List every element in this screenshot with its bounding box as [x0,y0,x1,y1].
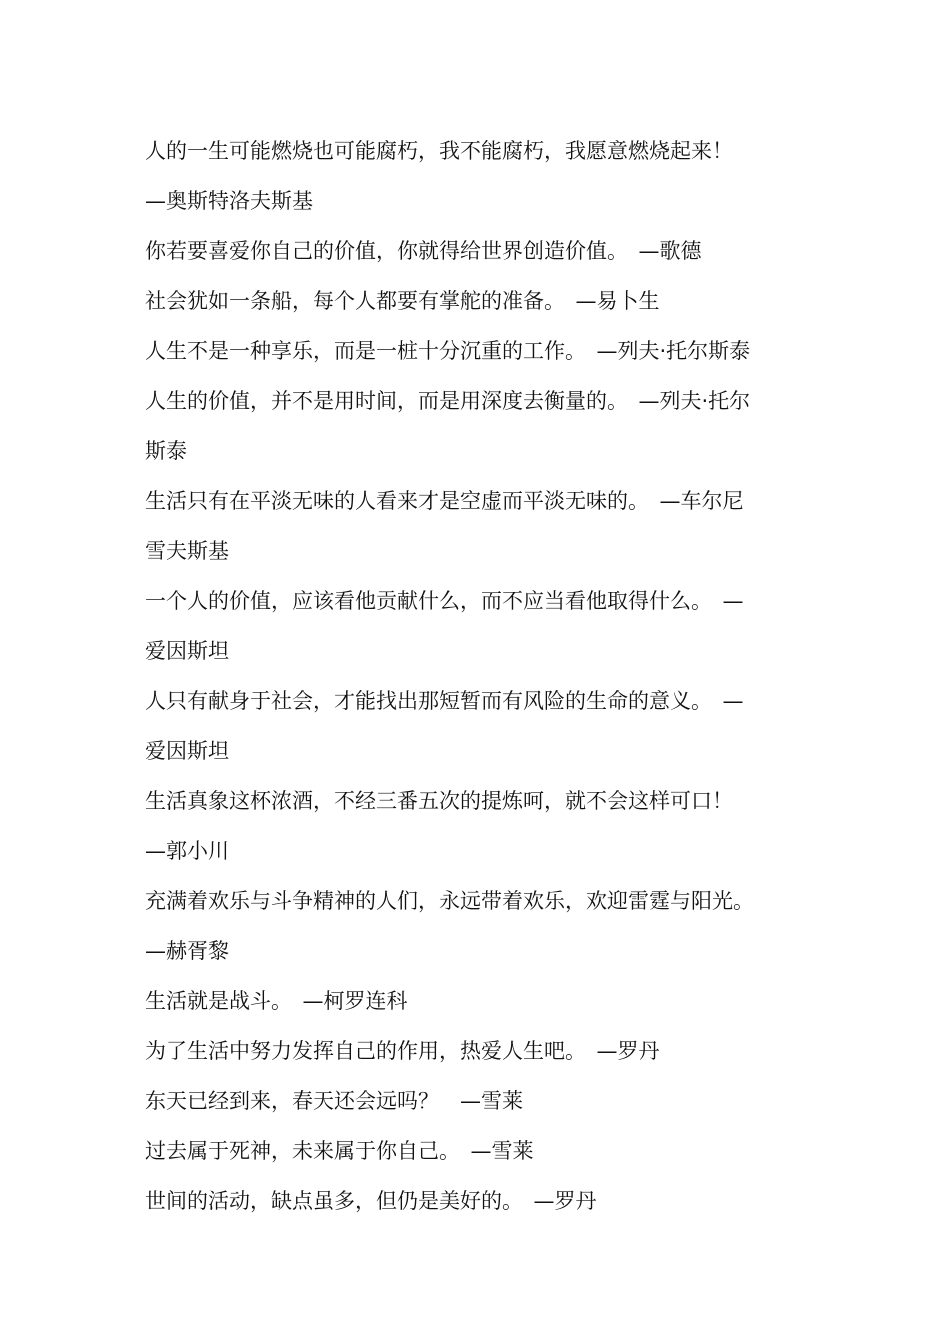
text-line: 人生不是一种享乐，而是一桩十分沉重的工作。 —列夫·托尔斯泰 [145,339,751,363]
text-line: 生活真象这杯浓酒，不经三番五次的提炼呵，就不会这样可口！ [145,789,733,813]
text-line: 一个人的价值，应该看他贡献什么，而不应当看他取得什么。 — [145,589,744,613]
text-line: 雪夫斯基 [145,539,229,563]
text-line: 斯泰 [145,439,187,463]
text-line: 爱因斯坦 [145,739,229,763]
text-line: 过去属于死神，未来属于你自己。 —雪莱 [145,1139,534,1163]
text-line: 爱因斯坦 [145,639,229,663]
text-line: 生活就是战斗。 —柯罗连科 [145,989,408,1013]
text-line: 人只有献身于社会，才能找出那短暂而有风险的生命的意义。 — [145,689,744,713]
text-line: 人的一生可能燃烧也可能腐朽，我不能腐朽，我愿意燃烧起来！ [145,139,733,163]
text-line: 社会犹如一条船，每个人都要有掌舵的准备。 —易卜生 [145,289,660,313]
text-line: —郭小川 [145,839,229,863]
text-line: 生活只有在平淡无味的人看来才是空虚而平淡无味的。 —车尔尼 [145,489,744,513]
text-line: 充满着欢乐与斗争精神的人们，永远带着欢乐，欢迎雷霆与阳光。 [145,889,754,913]
text-line: 东天已经到来，春天还会远吗？ —雪莱 [145,1089,523,1113]
text-line: —奥斯特洛夫斯基 [145,189,313,213]
text-line: 人生的价值，并不是用时间，而是用深度去衡量的。 —列夫·托尔 [145,389,751,413]
text-line: 你若要喜爱你自己的价值，你就得给世界创造价值。 —歌德 [145,239,702,263]
quote-list [145,126,810,1226]
text-line: —赫胥黎 [145,939,229,963]
text-line: 世间的活动，缺点虽多，但仍是美好的。 —罗丹 [145,1189,597,1213]
text-line: 为了生活中努力发挥自己的作用，热爱人生吧。 —罗丹 [145,1039,660,1063]
